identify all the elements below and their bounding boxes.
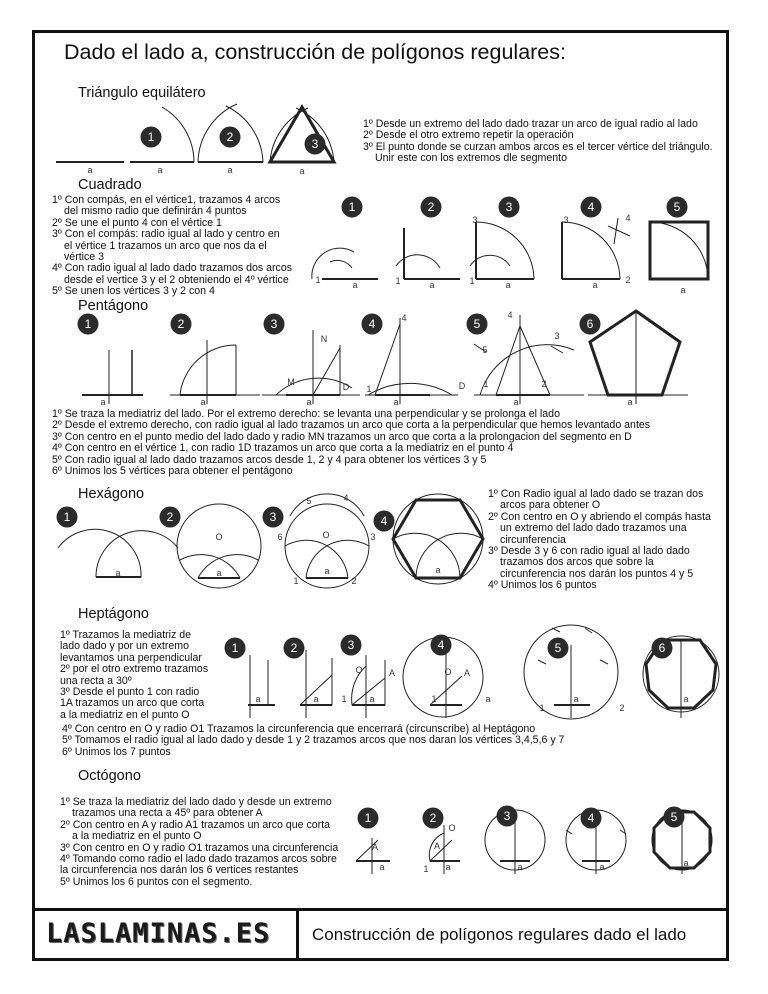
svg-text:a: a: [513, 397, 519, 407]
heptagon-step: 2º por el otro extremo trazamos: [60, 663, 209, 676]
heptagon-heading: Heptágono: [78, 606, 149, 622]
heptagon-step: 5º Tomamos el radio igual al lado dado y desde 1 y 2 trazamos arcos que nos daran los vértices 3,4,5,6 y 7: [62, 734, 565, 747]
svg-text:2: 2: [166, 510, 174, 524]
heptagon-step: 4º Con centro en O y radio O1 Trazamos la circunferencia que encerrará (circunscribe) al Heptágono: [62, 723, 536, 735]
svg-text:2: 2: [429, 811, 437, 825]
heptagon-step: a la mediatriz en el punto O: [60, 708, 190, 721]
pentagon-step: 3º Con centro en el punto medio del lado dado y radio MN trazamos un arco que corta a la prolongacion del segmento en D: [52, 430, 632, 443]
svg-text:2: 2: [427, 200, 435, 214]
octagon-step: 4º Tomando como radio el lado dado trazamos arcos sobre: [60, 853, 337, 866]
square-badges: [342, 197, 688, 218]
svg-text:1: 1: [483, 379, 489, 389]
svg-text:a: a: [299, 166, 305, 176]
svg-text:a: a: [445, 862, 451, 872]
square-step: 2º Se une el punto 4 con el vértice 1: [52, 216, 222, 229]
svg-text:a: a: [115, 568, 121, 578]
square-step: 1º Con compás, en el vértice1, trazamos 4 arcos: [52, 194, 281, 206]
svg-text:a: a: [324, 566, 330, 576]
triangle-step-2: 2º Desde el otro extremo repetir la operación: [363, 129, 574, 142]
triangle-step-1: 1º Desde un extremo del lado dado trazar un arco de igual radio al lado: [363, 118, 698, 130]
svg-text:a: a: [435, 565, 441, 575]
svg-text:a: a: [683, 694, 689, 704]
pentagon-step: 5º Con radio igual al lado dado trazamos arcos desde 1, 2 y 4 para obtener los vértices 3 y 5: [52, 453, 487, 466]
svg-text:5: 5: [670, 810, 678, 824]
svg-text:a: a: [227, 165, 233, 175]
hexagon-step: 3º Desde 3 y 6 con radio igual al lado dado: [488, 545, 690, 558]
octagon-diagrams: [356, 810, 712, 874]
svg-text:4: 4: [587, 200, 595, 214]
square-heading: Cuadrado: [78, 177, 142, 193]
svg-text:a: a: [87, 165, 93, 175]
hexagon-heading: Hexágono: [78, 486, 145, 502]
svg-text:5: 5: [473, 317, 481, 331]
pentagon-step: 6º Unimos los 5 vértices para obtener el pentágono: [52, 465, 293, 478]
svg-text:1: 1: [395, 276, 401, 286]
svg-text:1: 1: [341, 694, 347, 704]
svg-text:1: 1: [84, 317, 92, 331]
hexagon-step: 2º Con centro en O y abriendo el compás hasta: [488, 510, 711, 523]
hexagon-step: circunferencia: [500, 533, 566, 546]
svg-text:2: 2: [541, 379, 547, 389]
svg-text:4: 4: [507, 310, 513, 320]
triangle-badges: [141, 127, 326, 155]
svg-text:1: 1: [366, 384, 372, 394]
pentagon-step: 1º Se traza la mediatriz del lado. Por el extremo derecho: se levanta una perpendicular y se prolonga el lado: [52, 408, 560, 420]
svg-text:1: 1: [364, 811, 372, 825]
heptagon-step: 3º Desde el punto 1 con radio: [60, 686, 200, 699]
svg-text:4: 4: [368, 317, 376, 331]
svg-text:4: 4: [343, 493, 349, 503]
page-title: Dado el lado a, construcción de polígonos regulares:: [64, 40, 566, 64]
svg-text:a: a: [505, 280, 511, 290]
svg-text:O: O: [444, 667, 452, 677]
triangle-diagrams: [56, 104, 334, 162]
svg-text:3: 3: [505, 200, 513, 214]
svg-text:a: a: [200, 397, 206, 407]
hexagon-step: trazamos dos arcos que sobre la: [500, 556, 654, 569]
svg-text:O: O: [215, 532, 223, 542]
svg-text:a: a: [100, 397, 106, 407]
triangle-step-3b: Unir este con los extremos dle segmento: [375, 152, 567, 165]
triangle-side-labels: [87, 165, 304, 176]
svg-text:a: a: [627, 397, 633, 407]
heptagon-step: 1A trazamos un arco que corta: [60, 697, 205, 710]
triangle-step-3: 3º El punto donde se curzan ambos arcos es el tercer vértice del triángulo.: [363, 140, 713, 153]
svg-text:2: 2: [177, 317, 185, 331]
svg-text:a: a: [517, 862, 523, 872]
hexagon-step: 1º Con Radio igual al lado dado se trazan dos: [488, 488, 704, 500]
svg-text:5: 5: [673, 200, 681, 214]
svg-text:O: O: [448, 823, 456, 833]
svg-text:2: 2: [290, 641, 298, 655]
square-step: vértice 3: [64, 251, 105, 264]
svg-text:1: 1: [431, 694, 437, 704]
svg-text:5: 5: [482, 345, 488, 355]
svg-text:4: 4: [380, 514, 388, 528]
heptagon-step: levantamos una perpendicular: [60, 651, 202, 664]
svg-text:a: a: [379, 862, 385, 872]
octagon-heading: Octógono: [78, 768, 141, 784]
svg-text:a: a: [255, 694, 261, 704]
svg-text:5: 5: [554, 641, 562, 655]
svg-text:a: a: [306, 397, 312, 407]
square-step: 5º Se unen los vértices 3 y 2 con 4: [52, 285, 215, 298]
svg-text:1: 1: [539, 703, 545, 713]
svg-text:1: 1: [63, 510, 71, 524]
svg-text:1: 1: [231, 641, 239, 655]
heptagon-step: una recta a 30º: [60, 674, 132, 687]
octagon-step: 5º Unimos los 6 puntos con el segmento.: [60, 875, 253, 888]
svg-text:6: 6: [586, 317, 594, 331]
svg-text:1: 1: [293, 576, 299, 586]
square-step: el vértice 1 trazamos un arco que nos da el: [64, 239, 267, 252]
svg-text:O: O: [322, 530, 330, 540]
octagon-step: trazamos una recta a 45º para obtener A: [72, 807, 263, 820]
square-step: del mismo radio que definirán 4 puntos: [64, 205, 247, 218]
svg-text:4: 4: [625, 213, 631, 223]
octagon-step: 2º Con centro en A y radio A1 trazamos un arco que corta: [60, 818, 331, 831]
svg-text:a: a: [157, 165, 163, 175]
svg-text:3: 3: [269, 510, 277, 524]
octagon-badges: [358, 806, 685, 829]
square-step: 4º Con radio igual al lado dado trazamos dos arcos: [52, 262, 293, 275]
svg-text:3: 3: [370, 532, 376, 542]
hexagon-step: circunferencia nos darán los puntos 4 y 5: [500, 567, 694, 580]
svg-text:a: a: [313, 694, 319, 704]
heptagon-step: 6º Unimos los 7 puntos: [62, 745, 171, 758]
svg-text:1: 1: [469, 276, 475, 286]
svg-text:a: a: [429, 280, 435, 290]
square-diagrams: [312, 218, 708, 279]
svg-text:3: 3: [270, 317, 278, 331]
hexagon-badges: [57, 507, 395, 532]
pentagon-step: 4º Con centro en el vértice 1, con radio 1D trazamos un arco que corta a la mediatriz en el punto 4: [52, 442, 514, 455]
svg-text:2: 2: [351, 576, 357, 586]
svg-text:3: 3: [503, 809, 511, 823]
square-labels: [315, 213, 685, 295]
svg-text:1: 1: [348, 200, 356, 214]
svg-text:4: 4: [401, 313, 407, 323]
svg-text:3: 3: [347, 638, 355, 652]
footer-caption: Construcción de polígonos regulares dado el lado: [312, 925, 687, 944]
triangle-heading: Triángulo equilátero: [78, 85, 206, 101]
hexagon-step: un extremo del lado dado trazamos una: [500, 522, 687, 535]
svg-text:a: a: [485, 694, 491, 704]
badge-number: 2: [226, 130, 234, 144]
svg-text:3: 3: [563, 215, 569, 225]
svg-text:6: 6: [658, 641, 666, 655]
svg-text:A: A: [463, 668, 471, 678]
svg-text:6: 6: [277, 532, 283, 542]
badge-number: 3: [311, 137, 319, 151]
octagon-step: la circunferencia nos darán los 6 vertices restantes: [60, 864, 299, 877]
svg-text:a: a: [393, 397, 399, 407]
svg-text:2: 2: [625, 275, 631, 285]
heptagon-step: 1º Trazamos la mediatriz de: [60, 629, 192, 641]
svg-text:a: a: [599, 862, 605, 872]
svg-text:A: A: [433, 841, 441, 851]
badge-number: 1: [147, 130, 155, 144]
svg-text:A: A: [371, 842, 379, 852]
pentagon-step: 2º Desde el extremo derecho, con radio igual al lado trazamos un arco que corta a la perpendicular que hemos levantado antes: [52, 419, 651, 432]
octagon-step: a la mediatriz en el punto O: [72, 830, 202, 843]
heptagon-diagrams: [248, 625, 719, 719]
hexagon-step: 4º Unimos los 6 puntos: [488, 579, 597, 592]
svg-text:2: 2: [619, 703, 625, 713]
svg-text:D: D: [458, 381, 466, 391]
pentagon-heading: Pentágono: [78, 298, 149, 314]
svg-text:4: 4: [437, 638, 445, 652]
svg-text:M: M: [287, 377, 295, 387]
svg-text:D: D: [342, 382, 350, 392]
svg-text:1: 1: [423, 864, 429, 874]
square-step: desde el vertice 3 y el 2 obteniendo el 4º vértice: [64, 273, 289, 286]
svg-text:4: 4: [587, 811, 595, 825]
svg-text:3: 3: [472, 215, 478, 225]
heptagon-step: lado dado y por un extremo: [60, 640, 189, 653]
svg-text:a: a: [216, 568, 222, 578]
svg-text:a: a: [369, 694, 375, 704]
octagon-step: 3º Con centro en O y radio O1 trazamos una circunferencia: [60, 841, 339, 854]
svg-text:a: a: [683, 858, 689, 868]
svg-text:A: A: [388, 668, 396, 678]
svg-text:1: 1: [315, 275, 321, 285]
heptagon-badges: [225, 635, 673, 659]
svg-text:O: O: [355, 665, 363, 675]
octagon-step: 1º Se traza la mediatriz del lado dado y desde un extremo: [60, 796, 332, 808]
svg-text:a: a: [573, 694, 579, 704]
svg-text:3: 3: [554, 331, 560, 341]
svg-text:a: a: [352, 280, 358, 290]
svg-text:a: a: [592, 280, 598, 290]
site-logo[interactable]: LASLAMINAS.ES: [46, 918, 271, 949]
svg-text:5: 5: [306, 496, 312, 506]
svg-text:a: a: [680, 285, 686, 295]
square-step: 3º Con el compás: radio igual al lado y centro en: [52, 228, 280, 241]
hexagon-step: arcos para obtener O: [500, 499, 601, 512]
svg-text:N: N: [320, 334, 328, 344]
